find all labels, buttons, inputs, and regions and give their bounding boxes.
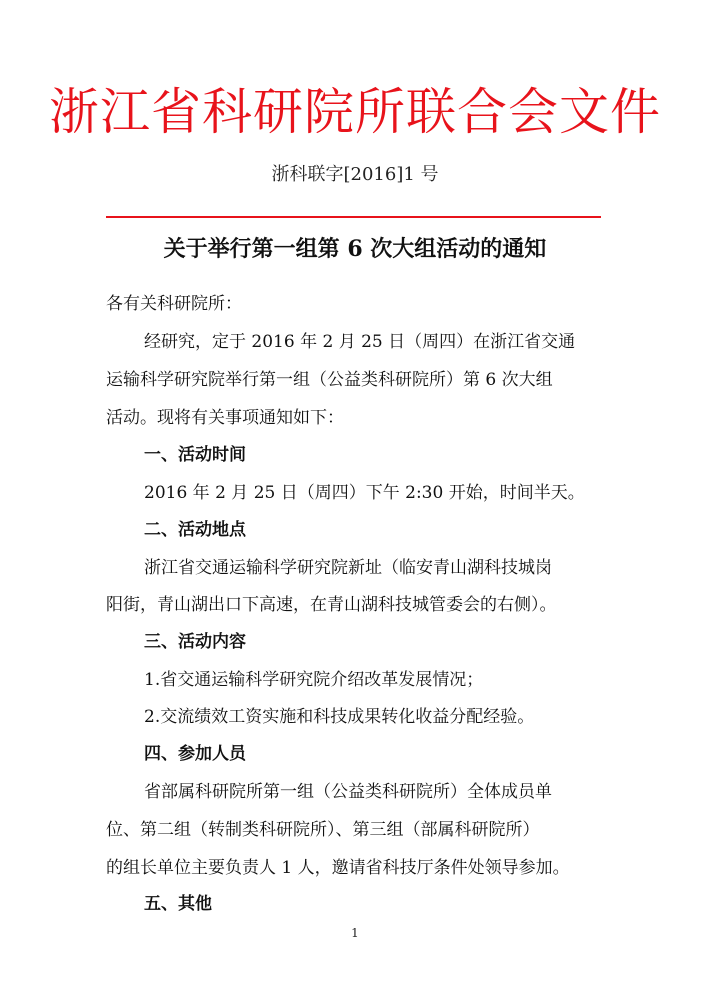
section-location-text: 阳街，青山湖出口下高速，在青山湖科技城管委会的右侧）。 xyxy=(106,595,557,615)
section-participants-text: 位、第二组（转制类科研院所）、第三组（部属科研院所） xyxy=(106,820,540,840)
section-content-item: 1.省交通运输科学研究院介绍改革发展情况； xyxy=(144,670,484,690)
section-heading-location: 二、活动地点 xyxy=(144,520,246,540)
section-time-text: 2016 年 2 月 25 日（周四）下午 2:30 开始，时间半天。 xyxy=(144,483,585,503)
section-heading-time: 一、活动时间 xyxy=(144,445,246,465)
intro-line: 经研究，定于 2016 年 2 月 25 日（周四）在浙江省交通 xyxy=(144,332,576,352)
header-divider xyxy=(106,216,601,218)
intro-line: 活动。现将有关事项通知如下： xyxy=(106,408,344,428)
document-number: 浙科联字[2016]1 号 xyxy=(271,164,439,185)
salutation: 各有关科研院所： xyxy=(106,294,242,314)
section-heading-content: 三、活动内容 xyxy=(144,632,246,652)
section-heading-participants: 四、参加人员 xyxy=(144,744,246,764)
section-participants-text: 的组长单位主要负责人 1 人，邀请省科技厅条件处领导参加。 xyxy=(106,858,570,878)
section-location-text: 浙江省交通运输科学研究院新址（临安青山湖科技城岗 xyxy=(144,558,552,578)
section-content-item: 2.交流绩效工资实施和科技成果转化收益分配经验。 xyxy=(144,707,535,727)
section-heading-other: 五、其他 xyxy=(144,894,212,914)
section-participants-text: 省部属科研院所第一组（公益类科研院所）全体成员单 xyxy=(144,782,552,802)
intro-line: 运输科学研究院举行第一组（公益类科研院所）第 6 次大组 xyxy=(106,370,553,390)
page-number: 1 xyxy=(351,926,359,940)
org-document-header: 浙江省科研院所联合会文件 xyxy=(49,83,661,141)
notice-title: 关于举行第一组第 6 次大组活动的通知 xyxy=(163,236,547,262)
